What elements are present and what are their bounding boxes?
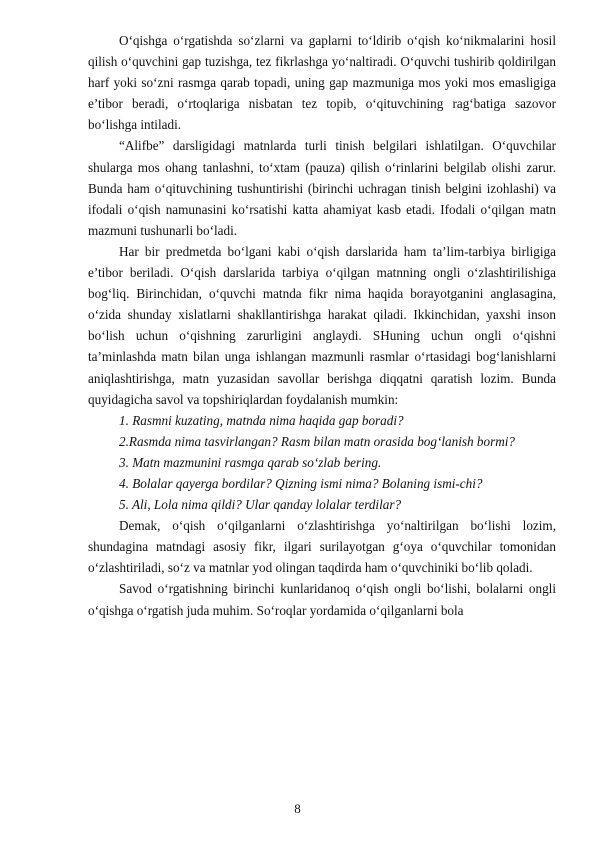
page-number: 8 <box>294 801 301 816</box>
question-item-3: 3. Matn mazmunini rasmga qarab so‘zlab bering. <box>119 454 382 470</box>
paragraph-3: Har bir predmetda bo‘lgani kabi o‘qish darslarida ham ta’lim-tarbiya birligiga e’tibor beriladi. O‘qish darslarida tarbiya o‘qilgan matnning ongli o‘zlashtirilishiga bog‘liq. Birinchidan, o‘quvchi matnda fikr nima haqida borayotganini anglasagina, o‘zida shunday xislatlarni shakllantirishga harakat qiladi. Ikkinchidan, yaxshi inson bo‘lish uchun o‘qishning zarurligini anglaydi. SHuning uchun ongli o‘qishni ta’minlashda matn bilan unga ishlangan mazmunli rasmlar o‘rtasidagi bog‘lanishlarni aniqlashtirishga, matn yuzasidan savollar berishga diqqatni qaratish lozim. Bunda quyidagicha savol va topshiriqlardan foydalanish mumkin: <box>88 243 556 407</box>
paragraph-5: Savod o‘rgatishning birinchi kunlaridanoq o‘qish ongli bo‘lishi, bolalarni ongli o‘qishga o‘rgatish juda muhim. So‘roqlar yordamida o‘qilganlarni bola <box>88 581 556 618</box>
question-item-5: 5. Ali, Lola nima qildi? Ular qanday lolalar terdilar? <box>119 497 402 513</box>
paragraph-2: “Alifbe” darsligidagi matnlarda turli tinish belgilari ishlatilgan. O‘quvchilar shularga mos ohang tanlashni, to‘xtam (pauza) qilish o‘rinlarini belgilab olishi zarur. Bunda ham o‘qituvchining tushuntirishi (birinchi uchragan tinish belgini izohlashi) va ifodali o‘qish namunasini ko‘rsatishi katta ahamiyat kasb etadi. Ifodali o‘qilgan matn mazmuni tushunarli bo‘ladi. <box>88 138 556 238</box>
question-list <box>88 410 556 515</box>
question-item-4: 4. Bolalar qayerga bordilar? Qizning ismi nima? Bolaning ismi-chi? <box>119 475 483 491</box>
paragraph-1: O‘qishga o‘rgatishda so‘zlarni va gaplarni to‘ldirib o‘qish ko‘nikmalarini hosil qilish o‘quvchini gap tuzishga, tez fikrlashga yo‘naltiradi. O‘quvchi tushirib qoldirilgan harf yoki so‘zni rasmga qarab topadi, uning gap mazmuniga mos yoki mos emasligiga e’tibor beradi, o‘rtoqlariga nisbatan tez topib, o‘qituvchining rag‘batiga sazovor bo‘lishga intiladi. <box>88 33 556 133</box>
body-text <box>88 30 556 621</box>
paragraph-4: Demak, o‘qish o‘qilganlarni o‘zlashtirishga yo‘naltirilgan bo‘lishi lozim, shundagina matndagi asosiy fikr, ilgari surilayotgan g‘oya o‘quvchilar tomonidan o‘zlashtiriladi, so‘z va matnlar yod olingan taqdirda ham o‘quvchiniki bo‘lib qoladi. <box>88 518 556 576</box>
question-item-1: 1. Rasmni kuzating, matnda nima haqida gap boradi? <box>119 412 404 428</box>
question-item-2: 2.Rasmda nima tasvirlangan? Rasm bilan matn orasida bog‘lanish bormi? <box>119 433 516 449</box>
